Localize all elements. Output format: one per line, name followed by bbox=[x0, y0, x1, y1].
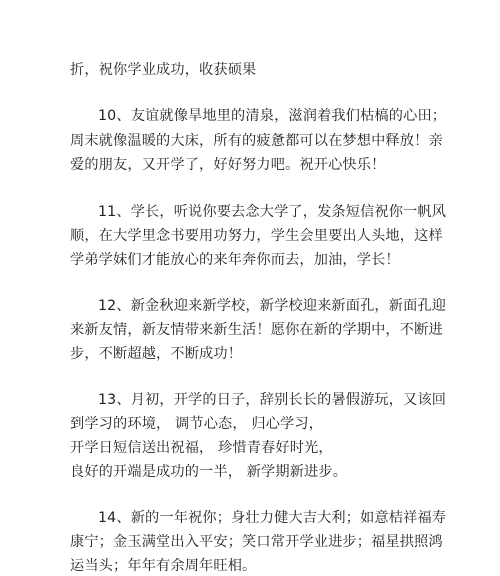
paragraph-12-line-3: 步，不断超越，不断成功！ bbox=[70, 346, 243, 362]
paragraph-14-line-3: 运当头；年年有余周年旺相。 bbox=[70, 558, 257, 574]
paragraph-11-line-2: 顺，在大学里念书要用功努力，学生会里要出人头地，这样 bbox=[70, 228, 443, 244]
paragraph-10-line-3: 爱的朋友，又开学了，好好努力吧。祝开心快乐！ bbox=[70, 157, 386, 173]
paragraph-11-line-1: 11、学长，听说你要去念大学了，发条短信祝你一帆风 bbox=[98, 204, 447, 220]
paragraph-13-line-1: 13、月初，开学的日子，辞别长长的暑假游玩，又该回 bbox=[98, 392, 447, 408]
paragraph-10-line-1: 10、友谊就像旱地里的清泉，滋润着我们枯槁的心田； bbox=[98, 108, 447, 124]
paragraph-13-line-3: 开学日短信送出祝福， 珍惜青春好时光， bbox=[70, 440, 333, 456]
paragraph-12-line-2: 来新友情，新友情带来新生活！愿你在新的学期中，不断进 bbox=[70, 322, 443, 338]
paragraph-11-line-3: 学弟学妹们才能放心的来年奔你而去，加油，学长！ bbox=[70, 252, 400, 268]
paragraph-14-line-2: 康宁；金玉满堂出入平安；笑口常开学业进步；福星拱照鸿 bbox=[70, 534, 443, 550]
paragraph-13-line-4: 良好的开端是成功的一半， 新学期新进步。 bbox=[70, 464, 348, 480]
paragraph-12-line-1: 12、新金秋迎来新学校，新学校迎来新面孔，新面孔迎 bbox=[98, 298, 447, 314]
paragraph-10-line-2: 周末就像温暖的大床，所有的疲惫都可以在梦想中释放！亲 bbox=[70, 133, 443, 149]
paragraph-13-line-2: 到学习的环境， 调节心态， 归心学习， bbox=[70, 416, 324, 432]
text-line: 折，祝你学业成功，收获硕果 bbox=[70, 62, 257, 78]
paragraph-14-line-1: 14、新的一年祝你；身壮力健大吉大利；如意桔祥福寿 bbox=[98, 510, 447, 526]
